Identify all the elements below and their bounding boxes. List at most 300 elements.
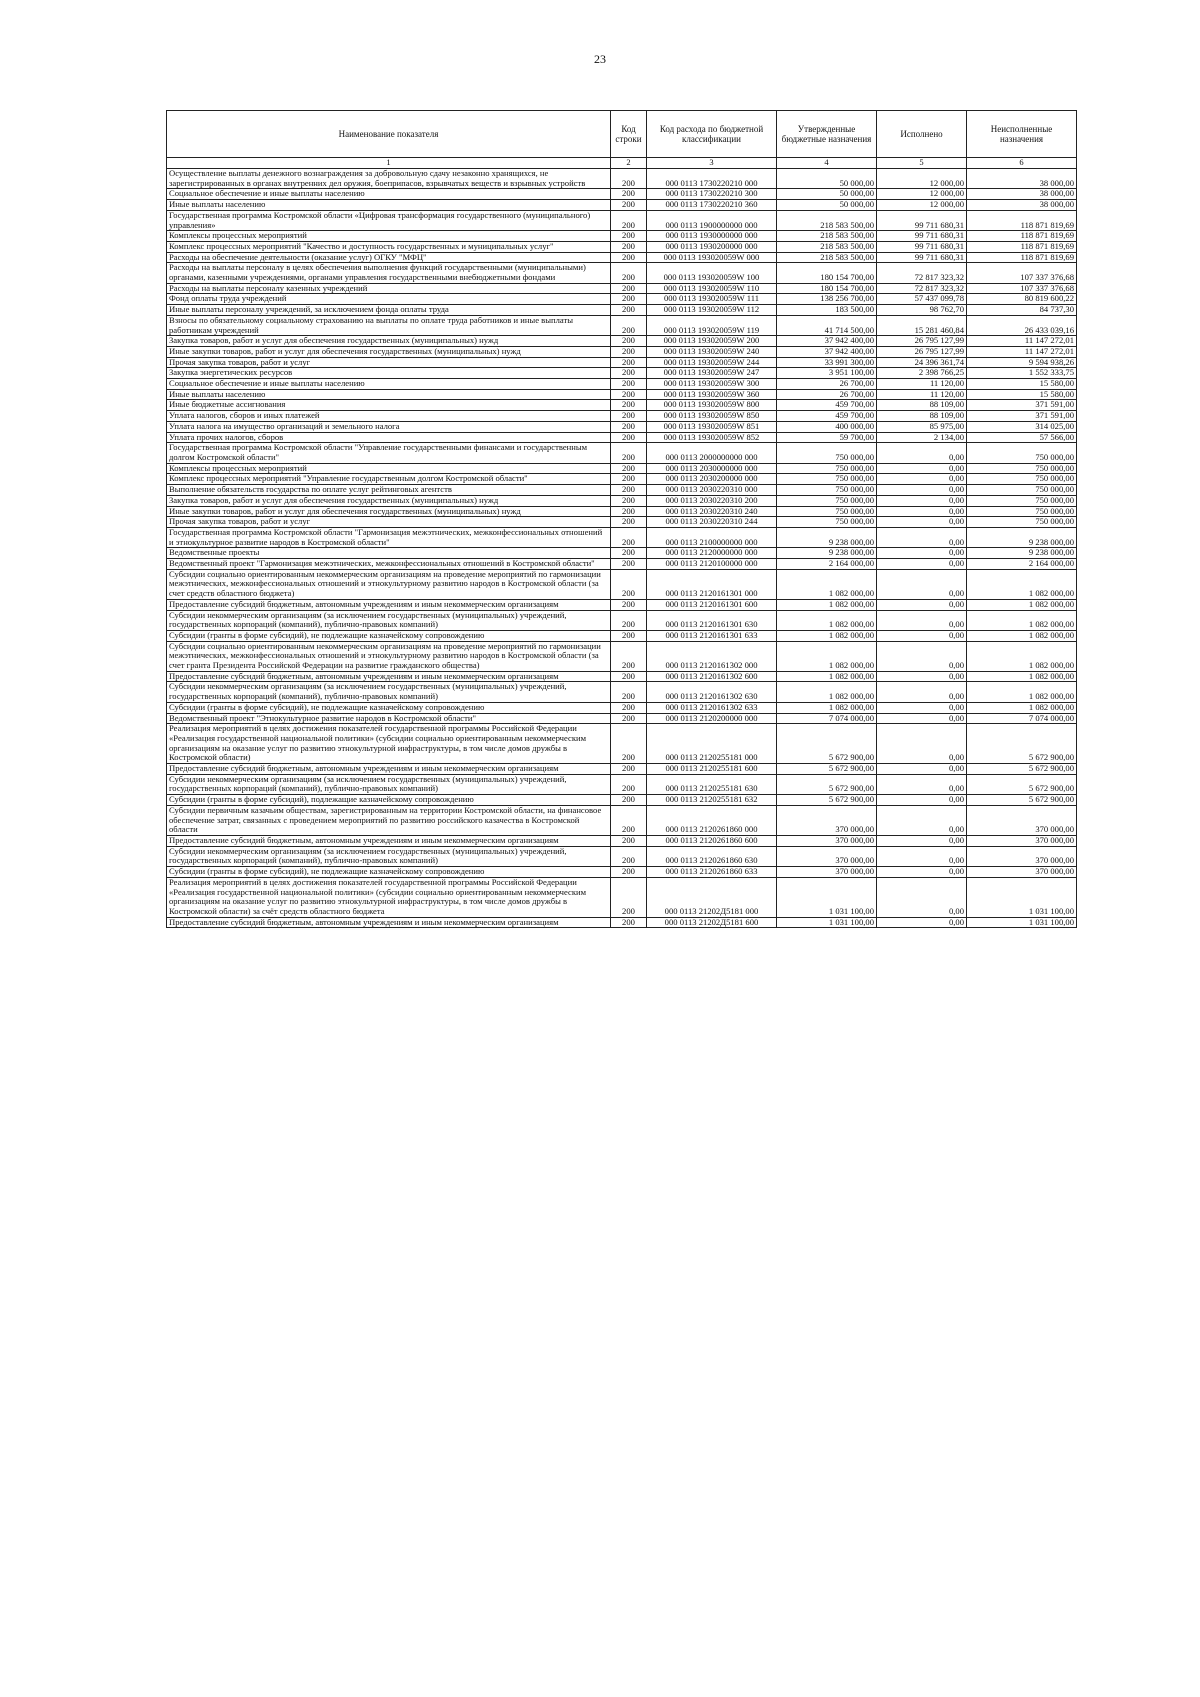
- table-row: [167, 305, 1077, 316]
- row-unexecuted: 750 000,00: [967, 463, 1077, 474]
- row-line-code: 200: [611, 846, 647, 866]
- row-budget-code: 000 0113 2030220310 000: [647, 485, 777, 496]
- row-executed: 2 134,00: [877, 432, 967, 443]
- row-budget-code: 000 0113 2100000000 000: [647, 527, 777, 547]
- table-row: [167, 463, 1077, 474]
- row-unexecuted: 9 238 000,00: [967, 548, 1077, 559]
- row-approved: 37 942 400,00: [777, 346, 877, 357]
- row-budget-code: 000 0113 193020059W 800: [647, 400, 777, 411]
- row-name: Субсидии (гранты в форме субсидий), не подлежащие казначейскому сопровождению: [167, 702, 611, 713]
- row-name: Государственная программа Костромской области "Управление государственными финансами и государственным долгом Костромской области": [167, 443, 611, 463]
- row-line-code: 200: [611, 189, 647, 200]
- row-unexecuted: 750 000,00: [967, 474, 1077, 485]
- row-budget-code: 000 0113 193020059W 851: [647, 421, 777, 432]
- row-budget-code: 000 0113 2120161302 600: [647, 671, 777, 682]
- row-approved: 218 583 500,00: [777, 241, 877, 252]
- row-approved: 750 000,00: [777, 485, 877, 496]
- row-budget-code: 000 0113 193020059W 852: [647, 432, 777, 443]
- row-budget-code: 000 0113 2120261860 633: [647, 867, 777, 878]
- table-row: [167, 241, 1077, 252]
- row-executed: 72 817 323,32: [877, 263, 967, 283]
- row-line-code: 200: [611, 805, 647, 835]
- row-budget-code: 000 0113 2120161301 630: [647, 610, 777, 630]
- row-name: Предоставление субсидий бюджетным, автономным учреждениям и иным некоммерческим организациям: [167, 917, 611, 928]
- table-row: [167, 432, 1077, 443]
- row-unexecuted: 750 000,00: [967, 517, 1077, 528]
- row-executed: 0,00: [877, 805, 967, 835]
- row-name: Ведомственный проект "Гармонизация межэтнических, межконфессиональных отношений в Костромской области": [167, 559, 611, 570]
- row-unexecuted: 370 000,00: [967, 846, 1077, 866]
- row-unexecuted: 38 000,00: [967, 169, 1077, 189]
- table-row: [167, 210, 1077, 230]
- row-executed: 12 000,00: [877, 169, 967, 189]
- row-name: Субсидии социально ориентированным некоммерческим организациям на проведение мероприятий по гармонизации межэтнических, межконфессиональных отношений и этнокультурному развитию народов в Костромской области (за счет гранта Президента Российской Федерации на развитие гражданского общества): [167, 641, 611, 671]
- row-budget-code: 000 0113 193020059W 112: [647, 305, 777, 316]
- row-unexecuted: 1 082 000,00: [967, 641, 1077, 671]
- row-budget-code: 000 0113 1730220210 300: [647, 189, 777, 200]
- row-approved: 50 000,00: [777, 200, 877, 211]
- row-line-code: 200: [611, 315, 647, 335]
- table-row: [167, 527, 1077, 547]
- row-executed: 0,00: [877, 495, 967, 506]
- row-budget-code: 000 0113 1730220210 000: [647, 169, 777, 189]
- row-unexecuted: 57 566,00: [967, 432, 1077, 443]
- header-budget-code: Код расхода по бюджетной классификации: [647, 111, 777, 158]
- row-unexecuted: 118 871 819,69: [967, 252, 1077, 263]
- row-name: Уплата прочих налогов, сборов: [167, 432, 611, 443]
- row-executed: 0,00: [877, 610, 967, 630]
- table-row: [167, 517, 1077, 528]
- row-executed: 0,00: [877, 836, 967, 847]
- row-executed: 0,00: [877, 671, 967, 682]
- row-approved: 750 000,00: [777, 463, 877, 474]
- table-row: [167, 200, 1077, 211]
- row-approved: 1 082 000,00: [777, 682, 877, 702]
- column-number: 4: [777, 158, 877, 169]
- table-body: [167, 169, 1077, 928]
- row-executed: 99 711 680,31: [877, 252, 967, 263]
- row-name: Социальное обеспечение и иные выплаты населению: [167, 189, 611, 200]
- row-unexecuted: 15 580,00: [967, 389, 1077, 400]
- row-approved: 218 583 500,00: [777, 252, 877, 263]
- table-row: [167, 252, 1077, 263]
- row-unexecuted: 1 082 000,00: [967, 682, 1077, 702]
- row-line-code: 200: [611, 463, 647, 474]
- row-executed: 0,00: [877, 443, 967, 463]
- row-approved: 3 951 100,00: [777, 368, 877, 379]
- row-line-code: 200: [611, 294, 647, 305]
- table-row: [167, 713, 1077, 724]
- table-row: [167, 315, 1077, 335]
- row-line-code: 200: [611, 569, 647, 599]
- table-row: [167, 702, 1077, 713]
- row-line-code: 200: [611, 400, 647, 411]
- row-unexecuted: 9 238 000,00: [967, 527, 1077, 547]
- row-executed: 0,00: [877, 774, 967, 794]
- row-unexecuted: 1 082 000,00: [967, 599, 1077, 610]
- row-executed: 0,00: [877, 641, 967, 671]
- row-unexecuted: 1 082 000,00: [967, 671, 1077, 682]
- row-unexecuted: 370 000,00: [967, 867, 1077, 878]
- row-unexecuted: 750 000,00: [967, 485, 1077, 496]
- table-row: [167, 641, 1077, 671]
- column-number: 5: [877, 158, 967, 169]
- row-approved: 5 672 900,00: [777, 795, 877, 806]
- row-approved: 750 000,00: [777, 506, 877, 517]
- row-line-code: 200: [611, 517, 647, 528]
- row-budget-code: 000 0113 193020059W 240: [647, 346, 777, 357]
- table-row: [167, 294, 1077, 305]
- row-executed: 0,00: [877, 764, 967, 775]
- row-name: Расходы на обеспечение деятельности (оказание услуг) ОГКУ "МФЦ": [167, 252, 611, 263]
- row-approved: 1 082 000,00: [777, 630, 877, 641]
- row-budget-code: 000 0113 2000000000 000: [647, 443, 777, 463]
- row-approved: 9 238 000,00: [777, 548, 877, 559]
- table-row: [167, 671, 1077, 682]
- table-row: [167, 189, 1077, 200]
- row-name: Субсидии некоммерческим организациям (за исключением государственных (муниципальных) учреждений, государственных корпораций (компаний), публично-правовых компаний): [167, 610, 611, 630]
- row-unexecuted: 750 000,00: [967, 506, 1077, 517]
- table-row: [167, 599, 1077, 610]
- row-executed: 0,00: [877, 867, 967, 878]
- row-executed: 88 109,00: [877, 411, 967, 422]
- table-row: [167, 379, 1077, 390]
- row-approved: 750 000,00: [777, 517, 877, 528]
- row-executed: 0,00: [877, 877, 967, 917]
- row-budget-code: 000 0113 2120161302 633: [647, 702, 777, 713]
- table-row: [167, 867, 1077, 878]
- row-unexecuted: 38 000,00: [967, 189, 1077, 200]
- row-budget-code: 000 0113 21202Д5181 000: [647, 877, 777, 917]
- row-name: Субсидии (гранты в форме субсидий), не подлежащие казначейскому сопровождению: [167, 867, 611, 878]
- row-line-code: 200: [611, 263, 647, 283]
- row-unexecuted: 1 552 333,75: [967, 368, 1077, 379]
- header-executed: Исполнено: [877, 111, 967, 158]
- row-approved: 370 000,00: [777, 867, 877, 878]
- table-row: [167, 774, 1077, 794]
- table-header-row: [167, 111, 1077, 158]
- table-row: [167, 917, 1077, 928]
- column-number: 2: [611, 158, 647, 169]
- row-name: Комплексы процессных мероприятий: [167, 231, 611, 242]
- row-line-code: 200: [611, 305, 647, 316]
- row-unexecuted: 107 337 376,68: [967, 283, 1077, 294]
- table-row: [167, 336, 1077, 347]
- row-approved: 1 082 000,00: [777, 641, 877, 671]
- row-executed: 0,00: [877, 463, 967, 474]
- row-budget-code: 000 0113 2030200000 000: [647, 474, 777, 485]
- row-line-code: 200: [611, 368, 647, 379]
- row-line-code: 200: [611, 169, 647, 189]
- table-row: [167, 724, 1077, 764]
- table-row: [167, 495, 1077, 506]
- row-line-code: 200: [611, 389, 647, 400]
- header-line-code: Код строки: [611, 111, 647, 158]
- row-line-code: 200: [611, 599, 647, 610]
- row-line-code: 200: [611, 724, 647, 764]
- row-executed: 26 795 127,99: [877, 346, 967, 357]
- row-executed: 0,00: [877, 682, 967, 702]
- row-budget-code: 000 0113 193020059W 119: [647, 315, 777, 335]
- row-approved: 370 000,00: [777, 805, 877, 835]
- row-approved: 50 000,00: [777, 189, 877, 200]
- table-row: [167, 795, 1077, 806]
- row-approved: 37 942 400,00: [777, 336, 877, 347]
- row-budget-code: 000 0113 2030220310 200: [647, 495, 777, 506]
- row-line-code: 200: [611, 630, 647, 641]
- row-name: Субсидии некоммерческим организациям (за исключением государственных (муниципальных) учреждений, государственных корпораций (компаний), публично-правовых компаний): [167, 774, 611, 794]
- row-approved: 459 700,00: [777, 411, 877, 422]
- table-row: [167, 548, 1077, 559]
- row-executed: 57 437 099,78: [877, 294, 967, 305]
- row-line-code: 200: [611, 495, 647, 506]
- row-budget-code: 000 0113 193020059W 200: [647, 336, 777, 347]
- row-budget-code: 000 0113 2120100000 000: [647, 559, 777, 570]
- row-unexecuted: 118 871 819,69: [967, 241, 1077, 252]
- row-unexecuted: 118 871 819,69: [967, 231, 1077, 242]
- row-approved: 26 700,00: [777, 389, 877, 400]
- row-line-code: 200: [611, 346, 647, 357]
- row-executed: 0,00: [877, 548, 967, 559]
- table-row: [167, 836, 1077, 847]
- row-name: Реализация мероприятий в целях достижения показателей государственной программы Российской Федерации «Реализация государственной национальной политики» (субсидии социально ориентированным некоммерческим организациям на оказание услуг по развитию этнокультурной инфраструктуры, в том числе домов дружбы в Костромской области) за счёт средств областного бюджета: [167, 877, 611, 917]
- row-line-code: 200: [611, 241, 647, 252]
- table-row: [167, 263, 1077, 283]
- row-name: Предоставление субсидий бюджетным, автономным учреждениям и иным некоммерческим организациям: [167, 836, 611, 847]
- row-name: Субсидии (гранты в форме субсидий), не подлежащие казначейскому сопровождению: [167, 630, 611, 641]
- row-name: Выполнение обязательств государства по оплате услуг рейтинговых агентств: [167, 485, 611, 496]
- row-executed: 12 000,00: [877, 200, 967, 211]
- row-name: Закупка товаров, работ и услуг для обеспечения государственных (муниципальных) нужд: [167, 495, 611, 506]
- table-row: [167, 357, 1077, 368]
- row-line-code: 200: [611, 506, 647, 517]
- row-line-code: 200: [611, 836, 647, 847]
- row-name: Социальное обеспечение и иные выплаты населению: [167, 379, 611, 390]
- row-budget-code: 000 0113 2120161301 000: [647, 569, 777, 599]
- row-line-code: 200: [611, 774, 647, 794]
- row-name: Субсидии социально ориентированным некоммерческим организациям на проведение мероприятий по гармонизации межэтнических, межконфессиональных отношений и этнокультурному развитию народов в Костромской области (за счет средств областного бюджета): [167, 569, 611, 599]
- row-unexecuted: 1 031 100,00: [967, 917, 1077, 928]
- row-unexecuted: 1 082 000,00: [967, 702, 1077, 713]
- row-line-code: 200: [611, 200, 647, 211]
- column-number: 6: [967, 158, 1077, 169]
- row-name: Субсидии первичным казачьим обществам, зарегистрированным на территории Костромской области, на финансовое обеспечение затрат, связанных с проведением мероприятий по развитию российского казачества в Костромской области: [167, 805, 611, 835]
- row-executed: 12 000,00: [877, 189, 967, 200]
- row-unexecuted: 11 147 272,01: [967, 346, 1077, 357]
- row-line-code: 200: [611, 641, 647, 671]
- row-name: Иные выплаты персоналу учреждений, за исключением фонда оплаты труда: [167, 305, 611, 316]
- row-executed: 98 762,70: [877, 305, 967, 316]
- row-approved: 5 672 900,00: [777, 774, 877, 794]
- row-line-code: 200: [611, 682, 647, 702]
- row-unexecuted: 84 737,30: [967, 305, 1077, 316]
- row-line-code: 200: [611, 795, 647, 806]
- row-budget-code: 000 0113 2120000000 000: [647, 548, 777, 559]
- row-approved: 9 238 000,00: [777, 527, 877, 547]
- row-budget-code: 000 0113 2120261860 630: [647, 846, 777, 866]
- header-unexecuted: Неисполненные назначения: [967, 111, 1077, 158]
- row-line-code: 200: [611, 867, 647, 878]
- row-name: Уплата налога на имущество организаций и земельного налога: [167, 421, 611, 432]
- row-approved: 7 074 000,00: [777, 713, 877, 724]
- row-name: Реализация мероприятий в целях достижения показателей государственной программы Российской Федерации «Реализация государственной национальной политики» (субсидии социально ориентированным некоммерческим организациям на оказание услуг по развитию этнокультурной инфраструктуры, в том числе домов дружбы в Костромской области): [167, 724, 611, 764]
- row-executed: 88 109,00: [877, 400, 967, 411]
- row-line-code: 200: [611, 559, 647, 570]
- row-budget-code: 000 0113 2030220310 240: [647, 506, 777, 517]
- row-executed: 11 120,00: [877, 379, 967, 390]
- header-approved: Утвержденные бюджетные назначения: [777, 111, 877, 158]
- row-name: Осуществление выплаты денежного вознаграждения за добровольную сдачу незаконно хранящихся, не зарегистрированных в органах внутренних дел оружия, боеприпасов, взрывчатых веществ и взрывных устройств: [167, 169, 611, 189]
- row-approved: 1 082 000,00: [777, 610, 877, 630]
- row-line-code: 200: [611, 379, 647, 390]
- row-executed: 0,00: [877, 569, 967, 599]
- column-number: 3: [647, 158, 777, 169]
- table-row: [167, 474, 1077, 485]
- row-budget-code: 000 0113 2030220310 244: [647, 517, 777, 528]
- table-row: [167, 805, 1077, 835]
- row-unexecuted: 38 000,00: [967, 200, 1077, 211]
- row-line-code: 200: [611, 527, 647, 547]
- row-unexecuted: 371 591,00: [967, 400, 1077, 411]
- row-name: Предоставление субсидий бюджетным, автономным учреждениям и иным некоммерческим организациям: [167, 764, 611, 775]
- row-unexecuted: 11 147 272,01: [967, 336, 1077, 347]
- row-unexecuted: 1 031 100,00: [967, 877, 1077, 917]
- row-line-code: 200: [611, 283, 647, 294]
- page-number: 23: [594, 52, 606, 66]
- row-executed: 0,00: [877, 527, 967, 547]
- row-unexecuted: 1 082 000,00: [967, 610, 1077, 630]
- row-unexecuted: 1 082 000,00: [967, 569, 1077, 599]
- table-row: [167, 506, 1077, 517]
- row-name: Закупка товаров, работ и услуг для обеспечения государственных (муниципальных) нужд: [167, 336, 611, 347]
- row-budget-code: 000 0113 21202Д5181 600: [647, 917, 777, 928]
- row-budget-code: 000 0113 2120200000 000: [647, 713, 777, 724]
- table-row: [167, 443, 1077, 463]
- row-line-code: 200: [611, 443, 647, 463]
- row-approved: 33 991 300,00: [777, 357, 877, 368]
- row-name: Ведомственный проект "Этнокультурное развитие народов в Костромской области": [167, 713, 611, 724]
- row-name: Иные бюджетные ассигнования: [167, 400, 611, 411]
- row-budget-code: 000 0113 193020059W 111: [647, 294, 777, 305]
- table-row: [167, 368, 1077, 379]
- row-name: Субсидии некоммерческим организациям (за исключением государственных (муниципальных) учреждений, государственных корпораций (компаний), публично-правовых компаний): [167, 682, 611, 702]
- row-line-code: 200: [611, 411, 647, 422]
- row-budget-code: 000 0113 2120161302 630: [647, 682, 777, 702]
- row-name: Прочая закупка товаров, работ и услуг: [167, 517, 611, 528]
- row-line-code: 200: [611, 432, 647, 443]
- row-unexecuted: 118 871 819,69: [967, 210, 1077, 230]
- row-executed: 0,00: [877, 917, 967, 928]
- row-unexecuted: 7 074 000,00: [967, 713, 1077, 724]
- table-row: [167, 231, 1077, 242]
- row-approved: 750 000,00: [777, 443, 877, 463]
- row-name: Закупка энергетических ресурсов: [167, 368, 611, 379]
- row-budget-code: 000 0113 2120261860 000: [647, 805, 777, 835]
- row-name: Государственная программа Костромской области «Цифровая трансформация государственного (муниципального) управления»: [167, 210, 611, 230]
- table-row: [167, 877, 1077, 917]
- row-budget-code: 000 0113 193020059W 100: [647, 263, 777, 283]
- row-line-code: 200: [611, 764, 647, 775]
- row-name: Взносы по обязательному социальному страхованию на выплаты по оплате труда работников и иные выплаты работникам учреждений: [167, 315, 611, 335]
- row-name: Расходы на выплаты персоналу в целях обеспечения выполнения функций государственными (муниципальными) органами, казенными учреждениями, органами управления государственными внебюджетными фондами: [167, 263, 611, 283]
- table-row: [167, 421, 1077, 432]
- row-approved: 1 031 100,00: [777, 877, 877, 917]
- row-line-code: 200: [611, 548, 647, 559]
- table-row: [167, 169, 1077, 189]
- row-line-code: 200: [611, 713, 647, 724]
- row-approved: 1 082 000,00: [777, 671, 877, 682]
- row-unexecuted: 5 672 900,00: [967, 774, 1077, 794]
- row-executed: 99 711 680,31: [877, 210, 967, 230]
- row-executed: 0,00: [877, 474, 967, 485]
- row-approved: 2 164 000,00: [777, 559, 877, 570]
- row-line-code: 200: [611, 210, 647, 230]
- row-budget-code: 000 0113 2120261860 600: [647, 836, 777, 847]
- row-approved: 1 082 000,00: [777, 702, 877, 713]
- column-number-row: [167, 158, 1077, 169]
- table-row: [167, 485, 1077, 496]
- row-unexecuted: 5 672 900,00: [967, 724, 1077, 764]
- row-name: Комплекс процессных мероприятий "Управление государственным долгом Костромской области": [167, 474, 611, 485]
- row-name: Предоставление субсидий бюджетным, автономным учреждениям и иным некоммерческим организациям: [167, 599, 611, 610]
- row-budget-code: 000 0113 2120255181 630: [647, 774, 777, 794]
- row-line-code: 200: [611, 485, 647, 496]
- row-line-code: 200: [611, 702, 647, 713]
- row-executed: 11 120,00: [877, 389, 967, 400]
- row-approved: 180 154 700,00: [777, 263, 877, 283]
- row-budget-code: 000 0113 1930200000 000: [647, 241, 777, 252]
- row-unexecuted: 371 591,00: [967, 411, 1077, 422]
- row-line-code: 200: [611, 336, 647, 347]
- row-line-code: 200: [611, 474, 647, 485]
- row-budget-code: 000 0113 2120161302 000: [647, 641, 777, 671]
- row-line-code: 200: [611, 231, 647, 242]
- row-unexecuted: 314 025,00: [967, 421, 1077, 432]
- row-name: Государственная программа Костромской области "Гармонизация межэтнических, межконфессиональных отношений и этнокультурное развитие народов в Костромской области": [167, 527, 611, 547]
- row-budget-code: 000 0113 193020059W 110: [647, 283, 777, 294]
- row-approved: 370 000,00: [777, 846, 877, 866]
- row-unexecuted: 1 082 000,00: [967, 630, 1077, 641]
- row-approved: 1 031 100,00: [777, 917, 877, 928]
- row-unexecuted: 370 000,00: [967, 836, 1077, 847]
- row-name: Субсидии некоммерческим организациям (за исключением государственных (муниципальных) учреждений, государственных корпораций (компаний), публично-правовых компаний): [167, 846, 611, 866]
- table-row: [167, 846, 1077, 866]
- row-approved: 750 000,00: [777, 474, 877, 485]
- row-approved: 1 082 000,00: [777, 599, 877, 610]
- row-name: Иные выплаты населению: [167, 200, 611, 211]
- row-unexecuted: 107 337 376,68: [967, 263, 1077, 283]
- table-row: [167, 569, 1077, 599]
- row-executed: 0,00: [877, 713, 967, 724]
- row-line-code: 200: [611, 421, 647, 432]
- row-executed: 15 281 460,84: [877, 315, 967, 335]
- table-row: [167, 346, 1077, 357]
- table-row: [167, 283, 1077, 294]
- row-name: Фонд оплаты труда учреждений: [167, 294, 611, 305]
- row-budget-code: 000 0113 193020059W 850: [647, 411, 777, 422]
- column-number: 1: [167, 158, 611, 169]
- row-executed: 0,00: [877, 846, 967, 866]
- row-name: Иные выплаты населению: [167, 389, 611, 400]
- row-executed: 0,00: [877, 485, 967, 496]
- row-approved: 1 082 000,00: [777, 569, 877, 599]
- row-approved: 400 000,00: [777, 421, 877, 432]
- row-line-code: 200: [611, 877, 647, 917]
- row-budget-code: 000 0113 193020059W 300: [647, 379, 777, 390]
- row-approved: 218 583 500,00: [777, 231, 877, 242]
- row-budget-code: 000 0113 1900000000 000: [647, 210, 777, 230]
- row-executed: 0,00: [877, 599, 967, 610]
